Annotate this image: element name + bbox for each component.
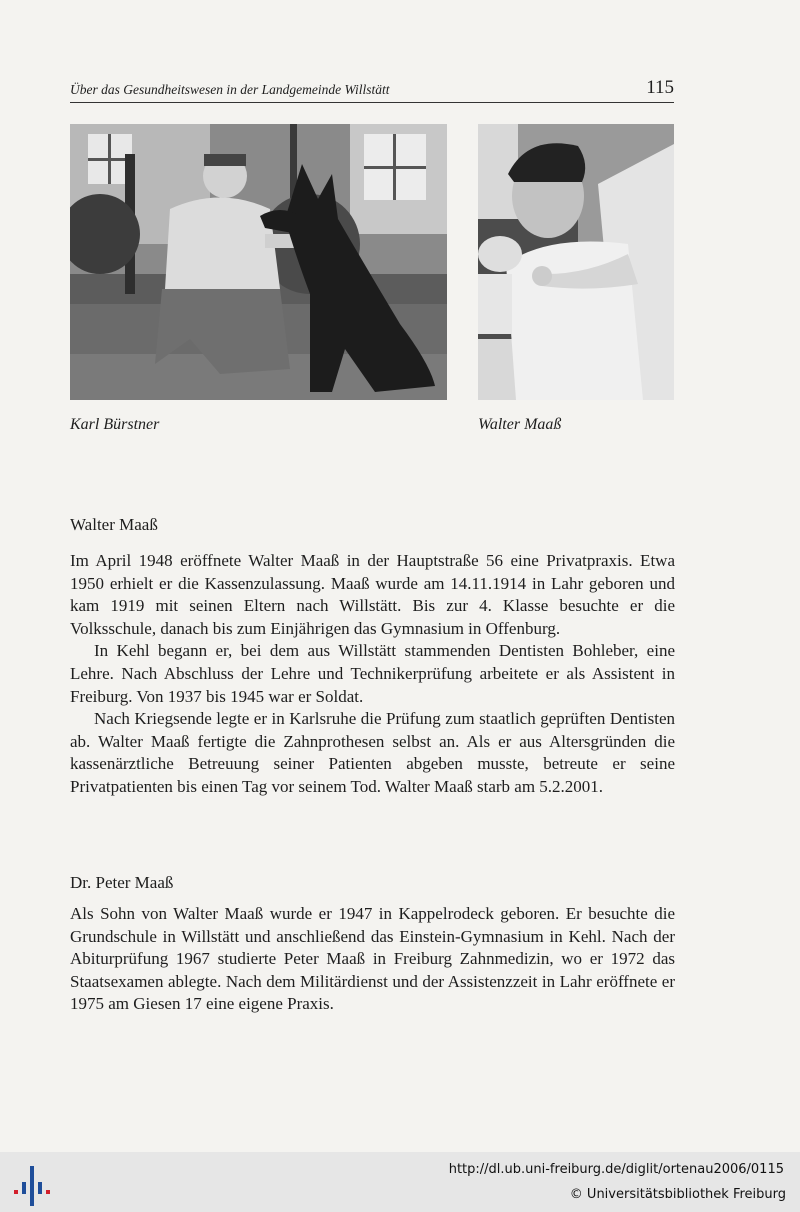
paragraph: Als Sohn von Walter Maaß wurde er 1947 in Kappelrodeck geboren. Er besuchte die Grundschule in Willstätt und anschließend das Einstein-Gymnasium in Kehl. Nach der Abiturprüfung 1967 studierte Peter Maaß in Freiburg Zahnmedizin, wo er 1972 das Staatsexamen ablegte. Nach dem Militärdienst und der Assistenzzeit in Lahr eröffnete er 1975 am Giesen 17 eine eigene Praxis. bbox=[70, 904, 675, 1014]
running-header bbox=[70, 78, 674, 103]
university-library-logo-icon bbox=[10, 1162, 52, 1206]
section-heading-peter-maass: Dr. Peter Maaß bbox=[70, 873, 174, 892]
caption-left: Karl Bürstner bbox=[70, 416, 160, 433]
photo-walter-maass-image bbox=[478, 124, 674, 400]
footer-bar bbox=[0, 1152, 800, 1212]
section-body-walter-maass bbox=[70, 550, 675, 799]
paragraph: In Kehl begann er, bei dem aus Willstätt stammenden Dentisten Bohleber, eine Lehre. Nach Abschluss der Lehre und Technikerprüfung arbeitete er als Assistent in Freiburg. Von 1937 bis 1945 war er Soldat. bbox=[70, 641, 675, 706]
photo-karl-buerstner bbox=[70, 124, 447, 400]
section-body-peter-maass bbox=[70, 903, 675, 1016]
paragraph: Im April 1948 eröffnete Walter Maaß in der Hauptstraße 56 eine Privatpraxis. Etwa 1950 erhielt er die Kassenzulassung. Maaß wurde am 14.11.1914 in Lahr geboren und kam 1919 mit seinen Eltern nach Willstätt. Bis zur 4. Klasse besuchte er die Volksschule, danach bis zum Einjährigen das Gymnasium in Offenburg. bbox=[70, 551, 675, 638]
section-heading-walter-maass: Walter Maaß bbox=[70, 515, 158, 534]
digital-library-link[interactable]: http://dl.ub.uni-freiburg.de/diglit/ortenau2006/0115 bbox=[448, 1162, 784, 1177]
running-title: Über das Gesundheitswesen in der Landgemeinde Willstätt bbox=[70, 82, 390, 97]
paragraph: Nach Kriegsende legte er in Karlsruhe die Prüfung zum staatlich geprüften Dentisten ab. Walter Maaß fertigte die Zahnprothesen selbst an. Als er aus Altersgründen die kassenärztliche Betreuung seiner Patienten abgeben musste, betreute er seine Privatpatienten bis einen Tag vor seinem Tod. Walter Maaß starb am 5.2.2001. bbox=[70, 709, 675, 796]
copyright-notice: © Universitätsbibliothek Freiburg bbox=[569, 1187, 786, 1202]
caption-right: Walter Maaß bbox=[478, 416, 562, 433]
photo-karl-buerstner-image bbox=[70, 124, 447, 400]
photo-walter-maass bbox=[478, 124, 674, 400]
page-number: 115 bbox=[646, 77, 674, 98]
